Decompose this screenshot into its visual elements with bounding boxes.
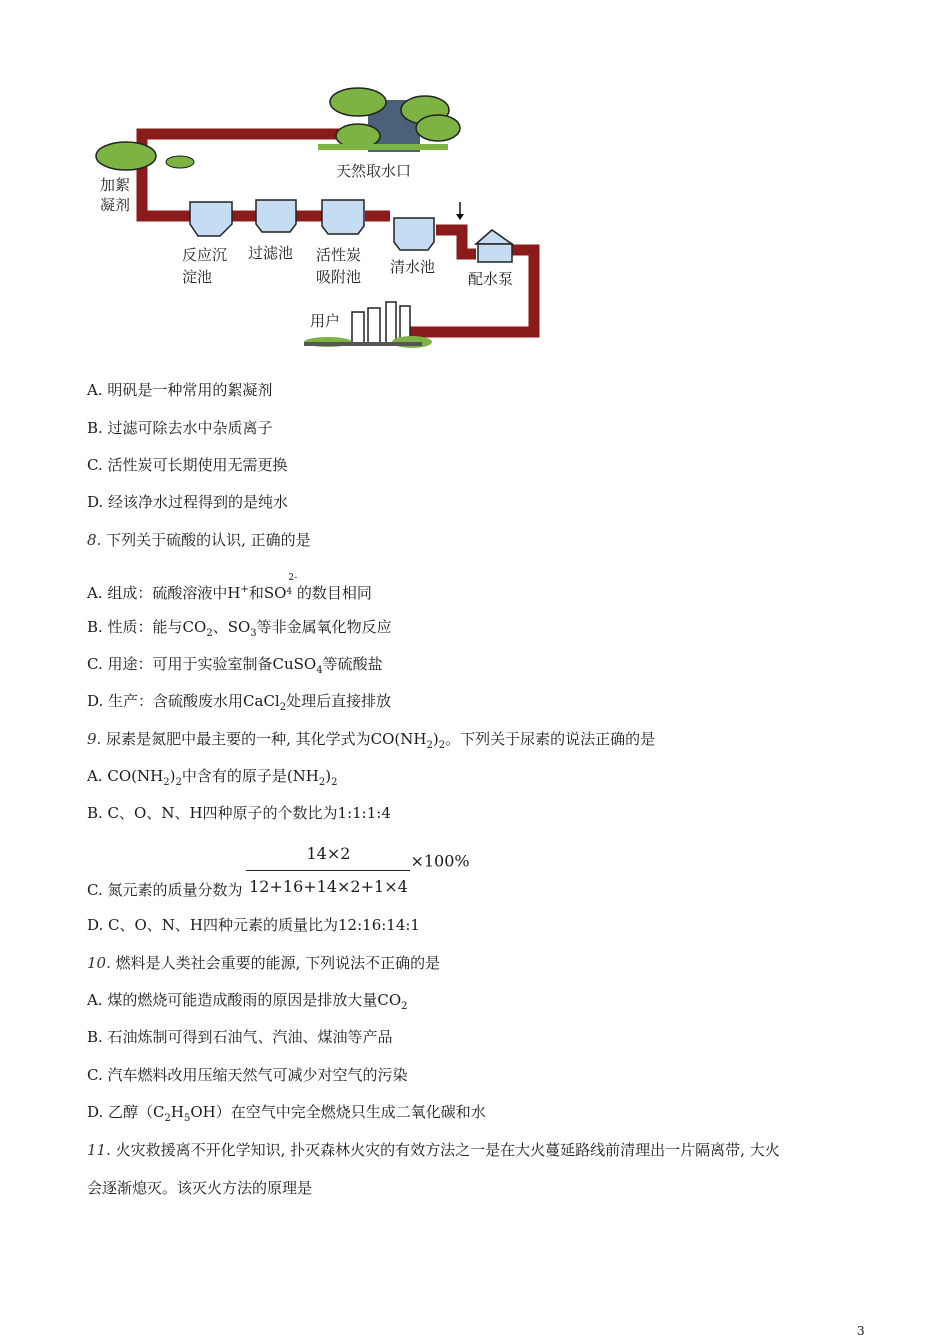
- label-source: 天然取水口: [336, 162, 412, 180]
- label-clear: 清水池: [390, 258, 436, 276]
- q9-option-a: [87, 766, 337, 793]
- clear-tank-icon: [394, 218, 434, 250]
- q9-stem-sub1: 2: [426, 740, 433, 751]
- q8-d-pre: D. 生产：含硫酸废水用CaCl: [87, 692, 280, 710]
- filter-tank-icon: [256, 200, 296, 232]
- fraction-denominator: 12+16+14×2+1×4: [249, 877, 408, 896]
- label-coagulant-1: 加絮: [100, 176, 131, 194]
- q10-option-c: C. 汽车燃料改用压缩天然气可减少对空气的污染: [87, 1066, 408, 1084]
- mass-fraction: [246, 842, 410, 899]
- q8-a-sup: +: [240, 584, 249, 595]
- q8-stem: [87, 530, 311, 550]
- q10-option-a: [87, 990, 408, 1017]
- q8-number: 8.: [87, 531, 102, 549]
- q10-d-post: OH）在空气中完全燃烧只生成二氧化碳和水: [190, 1103, 486, 1121]
- reaction-tank-icon: [190, 202, 232, 236]
- q8-b-pre: B. 性质：能与CO: [87, 618, 207, 636]
- q7-option-c: C. 活性炭可长期使用无需更换: [87, 456, 288, 474]
- q10-number: 10.: [87, 954, 111, 972]
- q8-option-b: [87, 617, 392, 644]
- q10-d-sub2: 5: [183, 1113, 191, 1124]
- q8-b-mid: 、SO: [212, 618, 251, 636]
- coagulant-trees-icon: [96, 142, 194, 170]
- q9-stem: [87, 729, 655, 756]
- q9-a-sub3: 2: [318, 777, 326, 788]
- q8-d-sub: 2: [279, 702, 287, 713]
- q10-d-pre: D. 乙醇（C: [87, 1103, 165, 1121]
- water-treatment-svg: [90, 86, 550, 356]
- q8-a-pre: A. 组成：硫酸溶液中H: [87, 584, 241, 602]
- sulfate-ion: [286, 573, 298, 603]
- q9-a-mid2: 中含有的原子是(NH: [181, 767, 319, 785]
- q9-option-b: B. C、O、N、H四种原子的个数比为1:1:1:4: [87, 804, 391, 822]
- label-filter: 过滤池: [248, 244, 294, 262]
- q8-option-c: [87, 654, 383, 681]
- tanks: [190, 200, 434, 250]
- label-pump: 配水泵: [468, 270, 514, 288]
- q8-b-sub2: 3: [250, 628, 257, 639]
- label-reaction-2: 淀池: [182, 268, 213, 286]
- q8-a-charge: 2-: [288, 573, 298, 583]
- q9-a-sub2: 2: [175, 777, 182, 788]
- q9-option-c: [87, 842, 470, 902]
- q9-a-mid: ): [169, 767, 176, 785]
- q8-c-post: 等硫酸盐: [322, 655, 383, 673]
- label-user: 用户: [310, 312, 341, 330]
- water-treatment-diagram: [90, 86, 550, 356]
- q10-d-mid: H: [170, 1103, 184, 1121]
- q8-d-post: 处理后直接排放: [286, 692, 392, 710]
- q8-a-mid: 和SO: [248, 584, 287, 602]
- q8-b-post: 等非金属氧化物反应: [256, 618, 392, 636]
- q9-option-d: D. C、O、N、H四种元素的质量比为12:16:14:1: [87, 916, 420, 934]
- q10-option-b: B. 石油炼制可得到石油气、汽油、煤油等产品: [87, 1028, 393, 1046]
- q11-number: 11.: [87, 1141, 111, 1159]
- q9-a-sub4: 2: [331, 777, 338, 788]
- q7-option-a: A. 明矾是一种常用的絮凝剂: [87, 381, 273, 399]
- q11-stem-line1: [87, 1140, 780, 1160]
- label-carbon-1: 活性炭: [316, 246, 362, 264]
- q8-a-post: 的数目相同: [292, 584, 372, 602]
- q9-a-mid3: ): [325, 767, 332, 785]
- q10-option-d: [87, 1102, 486, 1129]
- label-reaction-1: 反应沉: [182, 246, 228, 264]
- q9-stem-mid: ): [432, 730, 439, 748]
- page-number: 3: [857, 1324, 865, 1338]
- q7-option-d: D. 经该净水过程得到的是纯水: [87, 493, 289, 511]
- q9-c-pre: C. 氮元素的质量分数为: [87, 880, 243, 899]
- q8-b-sub1: 2: [206, 628, 213, 639]
- pump-house-icon: [476, 230, 512, 262]
- q11-stem-line2: 会逐渐熄灭。该灭火方法的原理是: [87, 1179, 313, 1197]
- q8-stem-text: 下列关于硫酸的认识, 正确的是: [106, 531, 311, 549]
- q9-stem-sub2: 2: [438, 740, 446, 751]
- q8-c-sub: 4: [316, 665, 323, 676]
- q8-c-pre: C. 用途：可用于实验室制备CuSO: [87, 655, 317, 673]
- label-coagulant-2: 凝剂: [100, 196, 131, 214]
- q11-line1-text: 火灾救援离不开化学知识, 扑灭森林火灾的有效方法之一是在大火蔓延路线前清理出一片隔离带, 大火: [115, 1141, 780, 1159]
- fraction-numerator: 14×2: [246, 842, 410, 871]
- q10-d-sub1: 2: [164, 1113, 171, 1124]
- q9-number: 9.: [87, 730, 102, 748]
- carbon-tank-icon: [322, 200, 364, 234]
- q9-a-sub1: 2: [163, 777, 170, 788]
- q9-a-pre: A. CO(NH: [87, 767, 164, 785]
- dosing-arrow-icon: [456, 202, 464, 220]
- q10-a-pre: A. 煤的燃烧可能造成酸雨的原因是排放大量CO: [87, 991, 402, 1009]
- q9-stem-pre: 尿素是氮肥中最主要的一种, 其化学式为CO(NH: [106, 730, 427, 748]
- q7-option-b: B. 过滤可除去水中杂质离子: [87, 419, 273, 437]
- q10-a-sub: 2: [401, 1001, 408, 1012]
- q9-c-post: ×100%: [410, 851, 470, 871]
- q10-stem-text: 燃料是人类社会重要的能源, 下列说法不正确的是: [115, 954, 441, 972]
- q10-stem: [87, 953, 440, 973]
- q8-option-a: [87, 573, 372, 603]
- label-carbon-2: 吸附池: [316, 268, 362, 286]
- q9-stem-post: 。下列关于尿素的说法正确的是: [445, 730, 656, 748]
- q8-a-sub: 4: [286, 587, 293, 597]
- q8-option-d: [87, 691, 391, 718]
